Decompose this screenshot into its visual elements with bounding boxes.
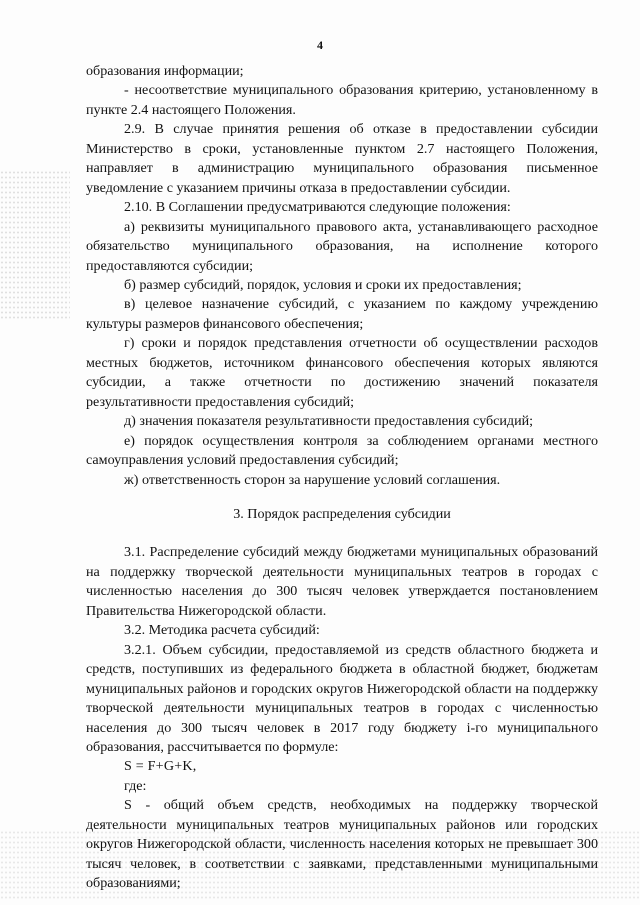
paragraph: 3.2.1. Объем субсидии, предоставляемой из средств областного бюджета и средств, поступивших из федерального бюджета в областной бюджет, бюджетам муниципальных районов и городских округов Нижегородской области на поддержку творческой деятельности муниципальных театров в городах с численностью населения до 300 тысяч человек в 2017 году бюджету i-го муниципального образования, рассчитывается по формуле:	[86, 641, 598, 755]
paragraph: - несоответствие муниципального образования критерию, установленному в пункте 2.4 настоящего Положения.	[86, 82, 598, 118]
paragraph: в) целевое назначение субсидий, с указанием по каждому учреждению культуры размеров финансового обеспечения;	[86, 296, 598, 332]
paragraph: 2.9. В случае принятия решения об отказе в предоставлении субсидии Министерство в сроки, установленные пунктом 2.7 настоящего Положения, направляет в администрацию муниципального образования письменное уведомление с указанием причины отказа в предоставлении субсидии.	[86, 121, 598, 196]
section-heading: 3. Порядок распределения субсидии	[233, 505, 451, 522]
paragraph: е) порядок осуществления контроля за соблюдением органами местного самоуправления условий предоставления субсидий;	[86, 432, 598, 469]
page-number: 4	[317, 38, 323, 52]
paragraph: образования информации;	[86, 63, 244, 79]
formula: S = F+G+K,	[124, 758, 197, 775]
paragraph: 3.2. Методика расчета субсидий:	[124, 622, 320, 639]
paragraph: г) сроки и порядок представления отчетности об осуществлении расходов местных бюджетов, источником финансового обеспечения которых являются субсидии, а также отчетности по достижению значений показателя результативности предоставления субсидий;	[86, 335, 598, 410]
document-body	[86, 62, 598, 894]
paragraph: 3.1. Распределение субсидий между бюджетами муниципальных образований на поддержку творческой деятельности муниципальных театров в городах с численностью населения до 300 тысяч человек утверждается постановлением Правительства Нижегородской области.	[86, 544, 598, 619]
paragraph: б) размер субсидий, порядок, условия и сроки их предоставления;	[124, 276, 522, 293]
paragraph: д) значения показателя результативности предоставления субсидий;	[124, 413, 534, 430]
paragraph: ж) ответственность сторон за нарушение условий соглашения.	[124, 471, 501, 488]
scan-noise-left	[0, 170, 70, 320]
paragraph: а) реквизиты муниципального правового акта, устанавливающего расходное обязательство муниципального образования, на исполнение которого предоставляются субсидии;	[86, 218, 598, 274]
paragraph: где:	[124, 777, 147, 794]
paragraph: 2.10. В Соглашении предусматриваются следующие положения:	[124, 199, 511, 216]
paragraph: S - общий объем средств, необходимых на поддержку творческой деятельности муниципальных театров муниципальных районов или городских округов Нижегородской области, численность населения которых не превышает 300 тысяч человек, в соответствии с заявками, представленными муниципальными образованиями;	[86, 797, 598, 892]
